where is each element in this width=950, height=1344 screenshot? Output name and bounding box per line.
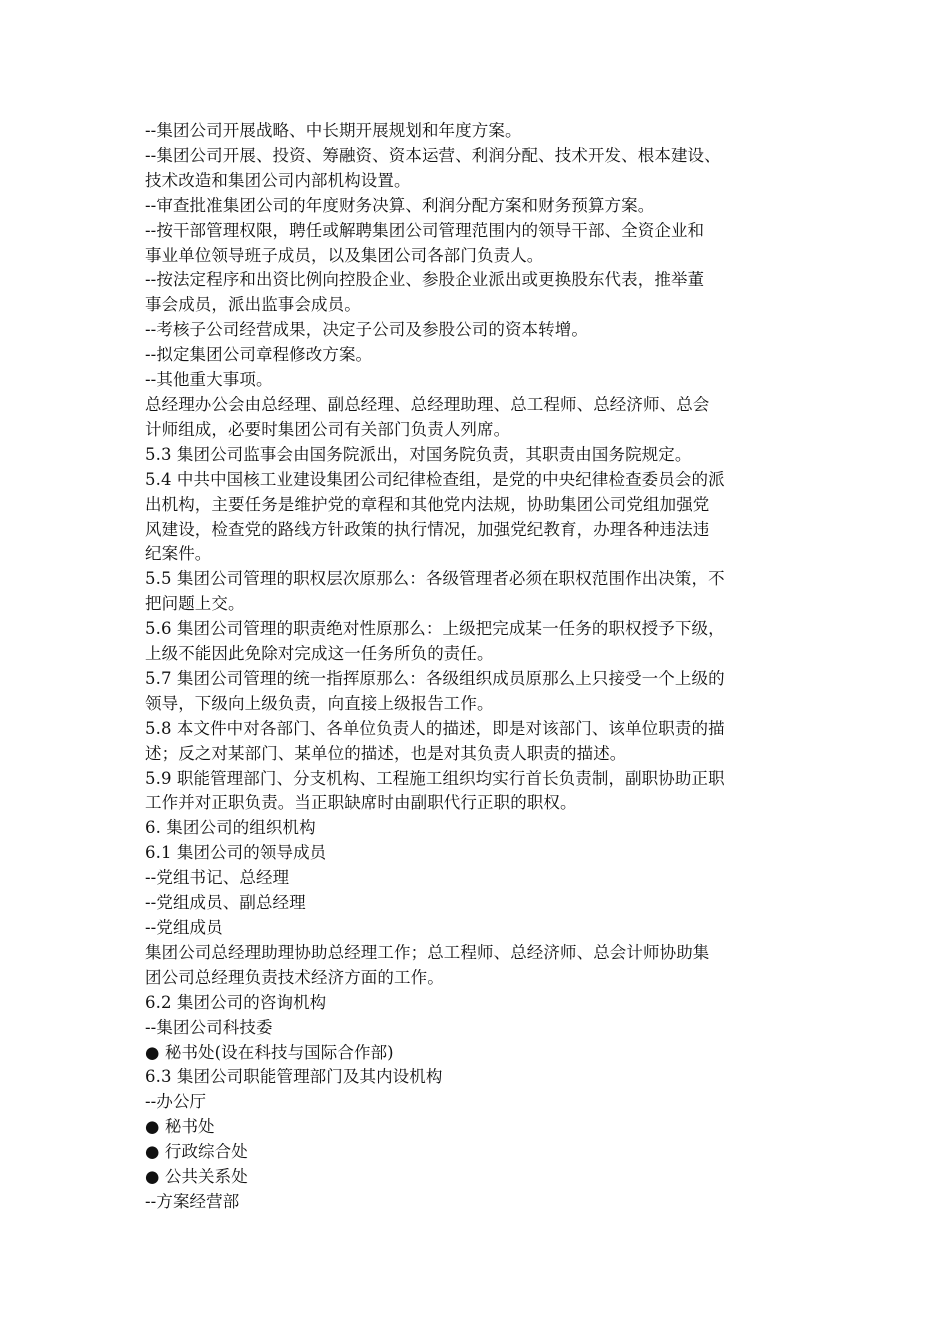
text-line: 述；反之对某部门、某单位的描述，也是对其负责人职责的描述。 <box>145 743 627 763</box>
text-line: --考核子公司经营成果，决定子公司及参股公司的资本转增。 <box>145 320 588 340</box>
text-line: 把问题上交。 <box>145 594 245 614</box>
document-body <box>145 119 815 1215</box>
section-5-7: 5.7 集团公司管理的统一指挥原那么：各级组织成员原那么上只接受一个上级的 <box>145 668 725 688</box>
text-line: 总经理办公会由总经理、副总经理、总经理助理、总工程师、总经济师、总会 <box>145 394 710 414</box>
bullet-item: ● 秘书处(设在科技与国际合作部) <box>145 1042 394 1062</box>
list-item: --党组成员、副总经理 <box>145 893 306 913</box>
text-line: 团公司总经理负责技术经济方面的工作。 <box>145 967 444 987</box>
list-item: --党组书记、总经理 <box>145 868 290 888</box>
text-line: 上级不能因此免除对完成这一任务所负的责任。 <box>145 644 494 664</box>
section-5-3: 5.3 集团公司监事会由国务院派出，对国务院负责，其职责由国务院规定。 <box>145 444 692 464</box>
text-line: 技术改造和集团公司内部机构设置。 <box>145 170 411 190</box>
text-line: --集团公司开展战略、中长期开展规划和年度方案。 <box>145 121 522 140</box>
text-line: --集团公司开展、投资、筹融资、资本运营、利润分配、技术开发、根本建设、 <box>145 145 721 165</box>
text-line: --审查批准集团公司的年度财务决算、利润分配方案和财务预算方案。 <box>145 195 655 215</box>
list-item: --方案经营部 <box>145 1191 240 1211</box>
section-6-1-heading: 6.1 集团公司的领导成员 <box>145 843 327 863</box>
bullet-item: ● 行政综合处 <box>145 1142 248 1162</box>
text-line: 领导，下级向上级负责，向直接上级报告工作。 <box>145 693 494 713</box>
text-line: 集团公司总经理助理协助总经理工作；总工程师、总经济师、总会计师协助集 <box>145 942 710 962</box>
section-5-8: 5.8 本文件中对各部门、各单位负责人的描述，即是对该部门、该单位职责的描 <box>145 718 725 738</box>
section-6-2-heading: 6.2 集团公司的咨询机构 <box>145 992 327 1012</box>
text-line: 风建设，检查党的路线方针政策的执行情况，加强党纪教育，办理各种违法违 <box>145 519 710 539</box>
text-line: --拟定集团公司章程修改方案。 <box>145 345 373 365</box>
section-5-4: 5.4 中共中国核工业建设集团公司纪律检查组，是党的中央纪律检查委员会的派 <box>145 469 725 489</box>
text-line: 事会成员，派出监事会成员。 <box>145 295 361 315</box>
text-line: 纪案件。 <box>145 544 212 564</box>
text-line: 出机构，主要任务是维护党的章程和其他党内法规，协助集团公司党组加强党 <box>145 494 710 514</box>
bullet-item: ● 公共关系处 <box>145 1167 248 1187</box>
section-5-6: 5.6 集团公司管理的职责绝对性原那么：上级把完成某一任务的职权授予下级， <box>145 619 725 639</box>
text-line: 事业单位领导班子成员，以及集团公司各部门负责人。 <box>145 245 544 265</box>
list-item: --集团公司科技委 <box>145 1017 273 1037</box>
text-line: --其他重大事项。 <box>145 370 273 390</box>
text-line: --按干部管理权限，聘任或解聘集团公司管理范围内的领导干部、全资企业和 <box>145 220 705 240</box>
section-6-3-heading: 6.3 集团公司职能管理部门及其内设机构 <box>145 1067 443 1087</box>
text-line: --按法定程序和出资比例向控股企业、参股企业派出或更换股东代表，推举董 <box>145 270 705 290</box>
section-5-9: 5.9 职能管理部门、分支机构、工程施工组织均实行首长负责制，副职协助正职 <box>145 768 725 788</box>
text-line: 工作并对正职负责。当正职缺席时由副职代行正职的职权。 <box>145 793 577 813</box>
section-6-heading: 6. 集团公司的组织机构 <box>145 818 316 838</box>
list-item: --党组成员 <box>145 918 223 937</box>
section-5-5: 5.5 集团公司管理的职权层次原那么：各级管理者必须在职权范围作出决策，不 <box>145 569 725 589</box>
list-item: --办公厅 <box>145 1092 207 1112</box>
text-line: 计师组成，必要时集团公司有关部门负责人列席。 <box>145 419 511 439</box>
bullet-item: ● 秘书处 <box>145 1117 215 1137</box>
